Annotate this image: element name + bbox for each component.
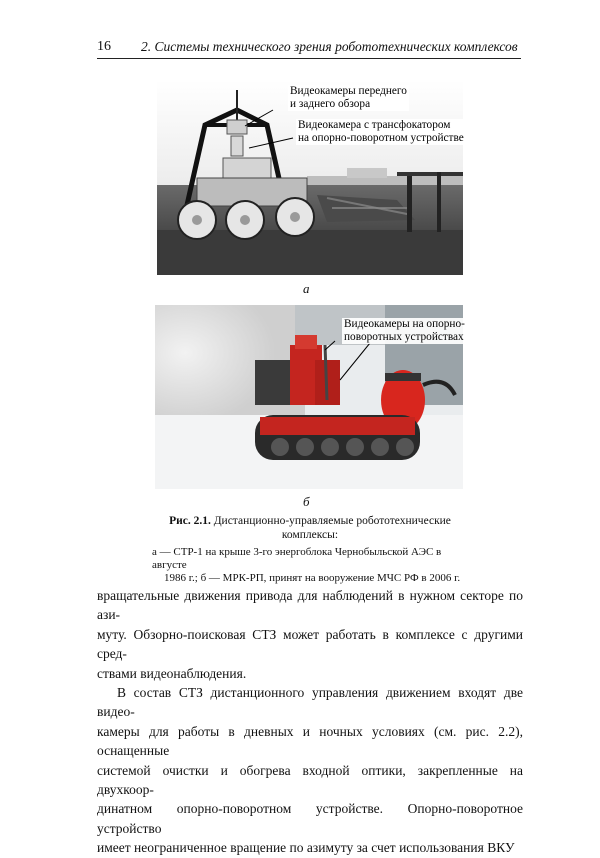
figure-legend [152,546,472,585]
callout-a-line4: на опорно-поворотном устройстве [298,132,464,144]
callout-pan-tilt-cameras [342,318,467,344]
callout-zoom-camera [296,119,466,145]
caption-text-1: Дистанционно-управляемые робототехнические [213,515,451,527]
para2-line5: имеет неограниченное вращение по азимуту за счет использования ВКУ [97,840,515,856]
callout-front-rear-cameras [288,85,409,111]
para2-line1: В состав СТЗ дистанционного управления движением входят две видео- [97,685,523,720]
para2-line2: камеры для работы в дневных и ночных условиях (см. рис. 2.2), оснащенные [97,723,523,759]
page-header [97,38,521,59]
callout-a-line3: Видеокамера с трансфокатором [296,119,466,132]
figure-caption [140,514,480,542]
caption-prefix: Рис. 2.1. [169,515,211,527]
callout-a-line1: Видеокамеры переднего [290,85,407,97]
body-text [97,586,523,858]
para1-line3: ствами видеонаблюдения. [97,665,247,681]
para1-line1: вращательные движения привода для наблюдений в нужном секторе по ази- [97,588,523,623]
page-number: 16 [97,39,111,54]
sublabel-b: б [303,494,310,509]
para2-line4: динатном опорно-поворотном устройстве. Опорно-поворотное устройство [97,801,523,836]
running-title: 2. Системы технического зрения робототехнических комплексов [141,39,518,54]
sublabel-a: а [303,281,310,296]
callout-b-line2: поворотных устройствах [342,331,467,344]
legend-line1: а — СТР-1 на крыше 3-го энергоблока Чернобыльской АЭС в августе [152,546,442,571]
callout-a-line2: и заднего обзора [288,98,409,111]
caption-text-2: комплексы: [281,529,339,541]
para1-line2: муту. Обзорно-поисковая СТЗ может работать в комплексе с другими сред- [97,626,523,662]
callout-b-line1: Видеокамеры на опорно- [344,318,465,330]
legend-line2: 1986 г.; б — МРК-РП, принят на вооружение МЧС РФ в 2006 г. [164,572,461,584]
para2-line3: системой очистки и обогрева входной оптики, закрепленные на двухкоор- [97,762,523,798]
